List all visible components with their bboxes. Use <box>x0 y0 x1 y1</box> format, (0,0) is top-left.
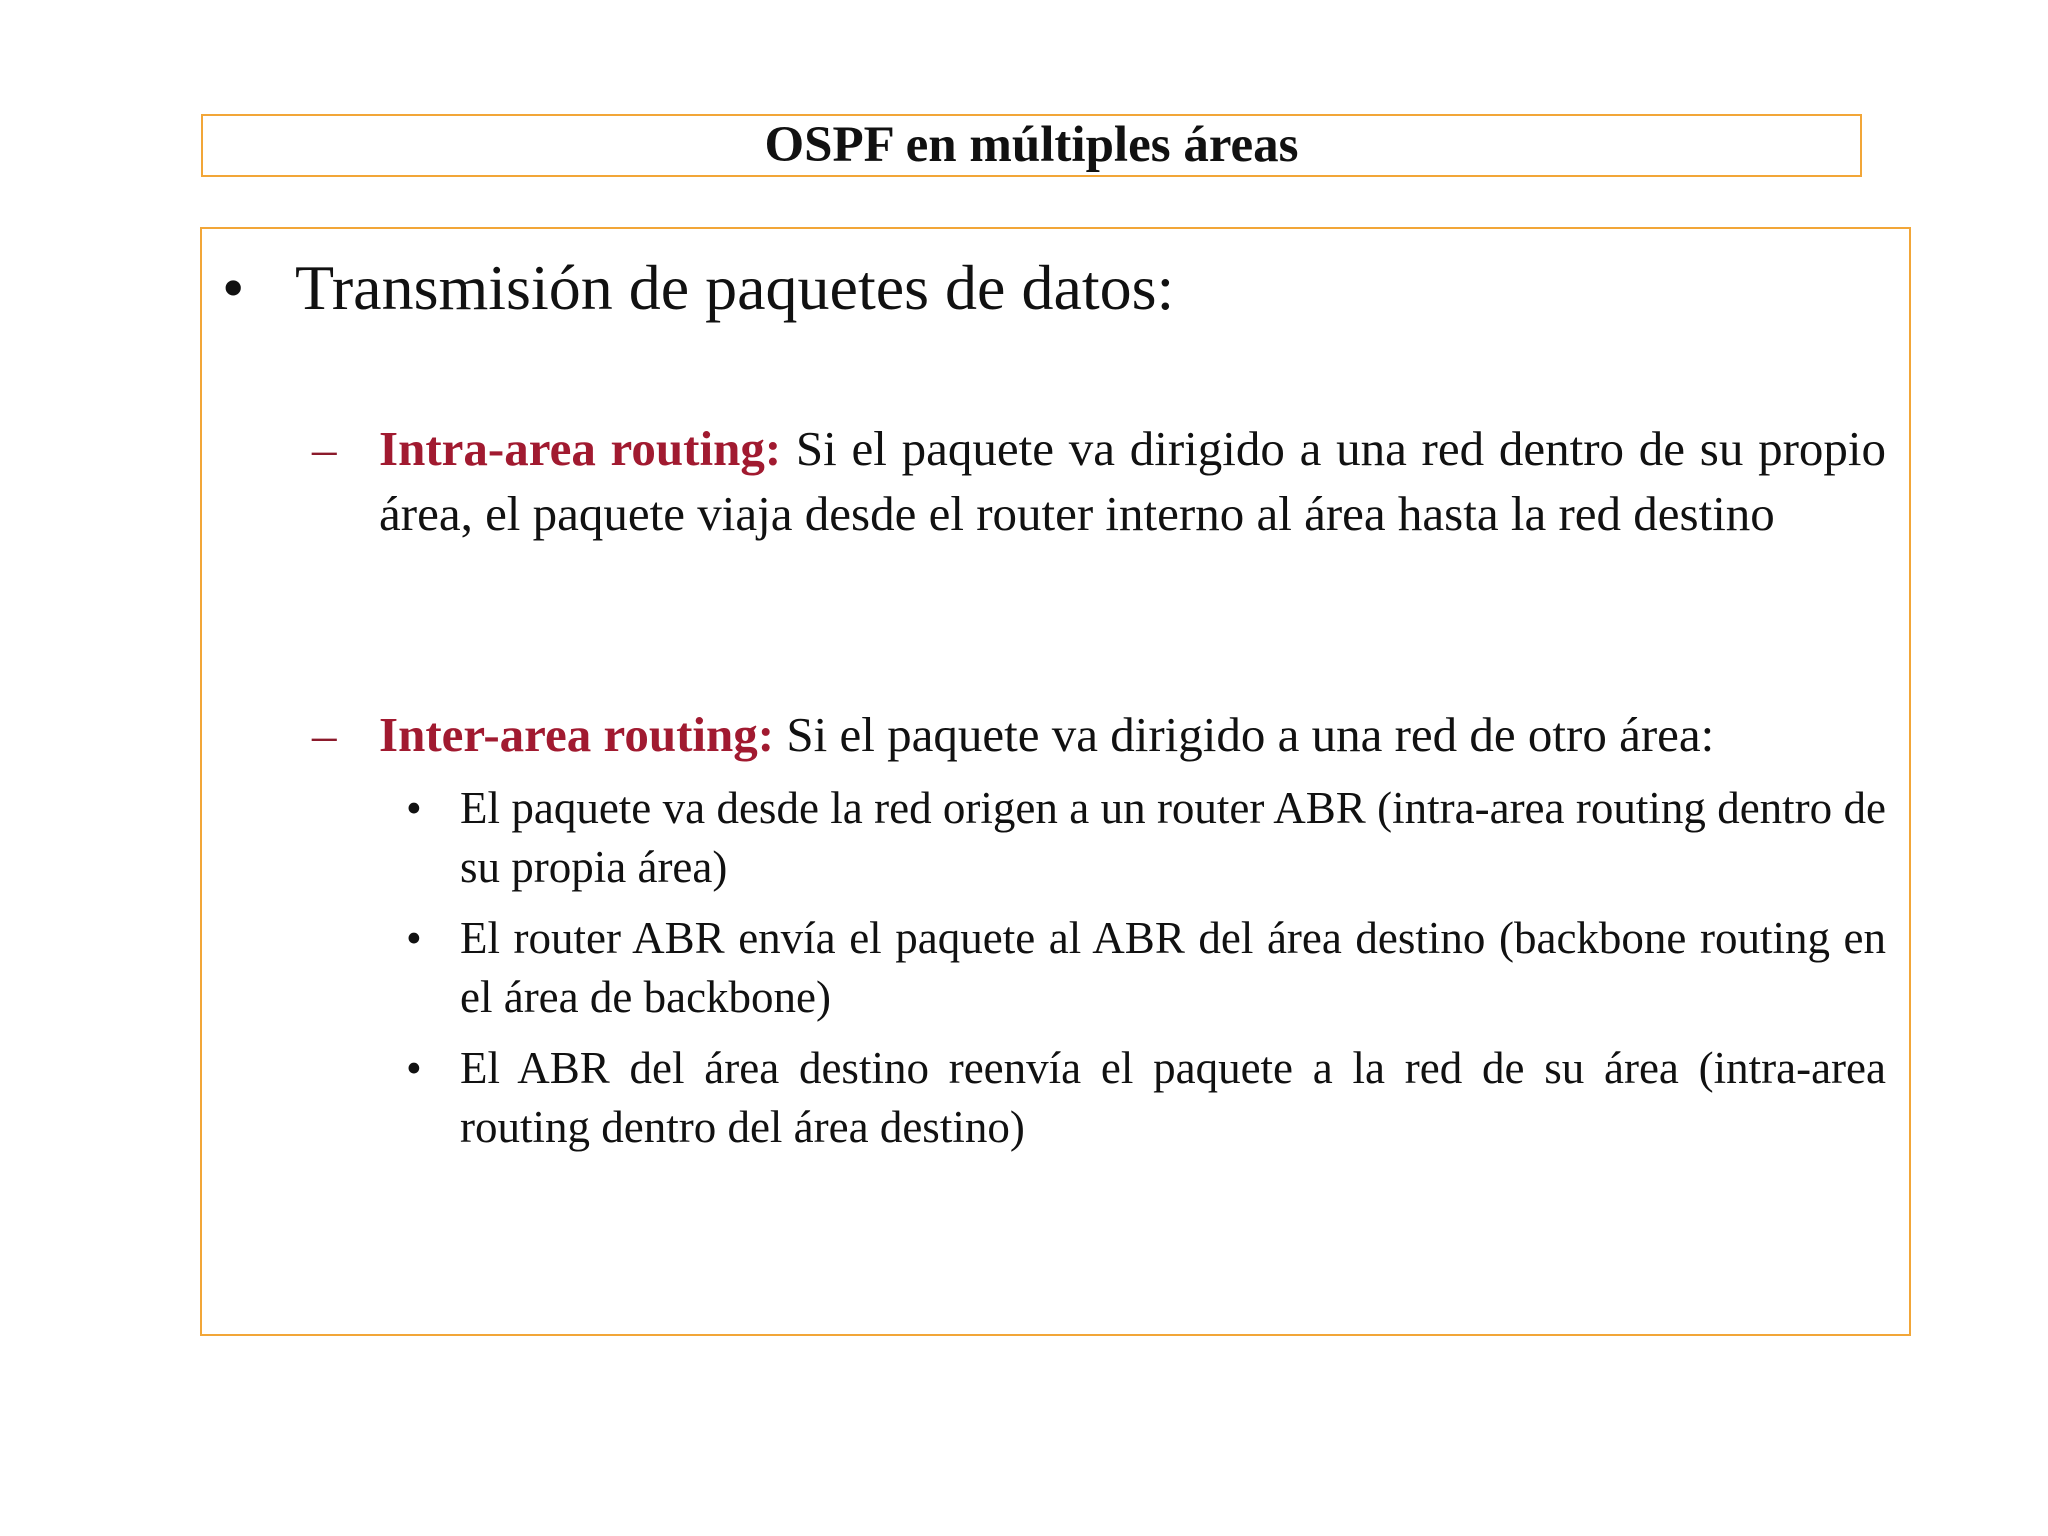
main-bullet <box>222 253 1174 323</box>
slide-title: OSPF en múltiples áreas <box>764 117 1299 173</box>
intra-area-text-block <box>379 416 1886 546</box>
bullet-symbol: • <box>406 1043 422 1093</box>
bullet-symbol: • <box>406 783 422 833</box>
sub-item-text: El paquete va desde la red origen a un router ABR (intra-area routing dentro de su propia área) <box>460 783 1886 892</box>
inter-area-item <box>312 702 1886 767</box>
sub-item-text: El ABR del área destino reenvía el paquete a la red de su área (intra-area routing dentro del área destino) <box>460 1043 1886 1152</box>
dash-symbol: – <box>312 707 337 762</box>
inter-area-sub-item <box>406 909 1886 1027</box>
slide-title-box <box>201 114 1862 177</box>
intra-area-label: Intra-area routing: <box>379 421 782 476</box>
bullet-symbol: • <box>222 252 245 323</box>
inter-area-description: Si el paquete va dirigido a una red de otro área: <box>786 707 1715 762</box>
inter-area-sub-item <box>406 1039 1886 1157</box>
inter-area-text-block <box>379 702 1886 767</box>
inter-area-sub-item <box>406 779 1886 897</box>
dash-symbol: – <box>312 421 337 476</box>
bullet-symbol: • <box>406 913 422 963</box>
main-bullet-text: Transmisión de paquetes de datos: <box>295 252 1175 323</box>
slide-content-box <box>200 227 1911 1336</box>
intra-area-item <box>312 416 1886 546</box>
sub-item-text: El router ABR envía el paquete al ABR del área destino (backbone routing en el área de backbone) <box>460 913 1886 1022</box>
intra-area-description: Si el paquete va dirigido a una red dentro de su propio área, el paquete viaja desde el router interno al área hasta la red destino <box>379 421 1886 541</box>
inter-area-label: Inter-area routing: <box>379 707 775 762</box>
